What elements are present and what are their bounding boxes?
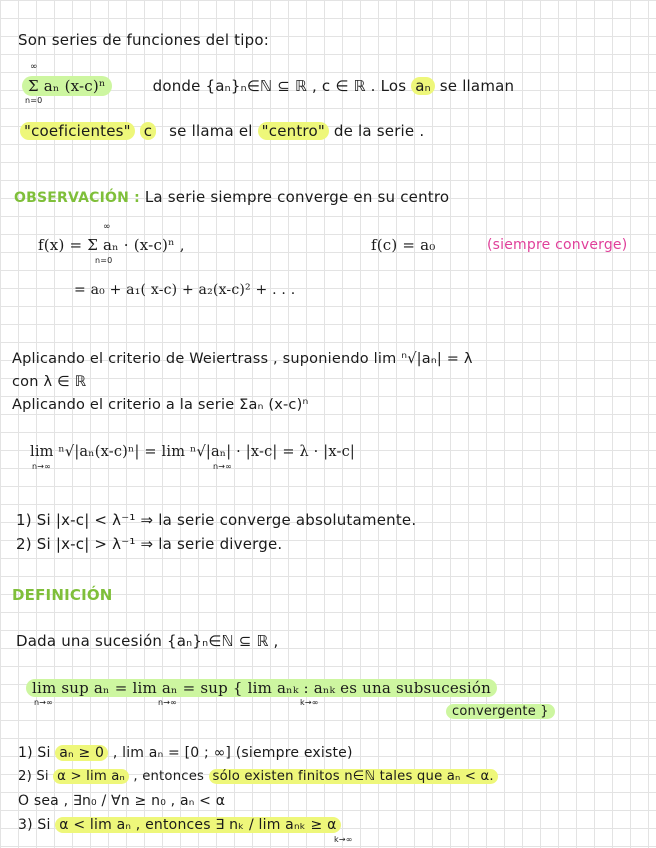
coeficientes-line [20,121,424,141]
observacion-line [14,187,449,208]
f-sum-lower-limit: n=0 [95,256,113,265]
series-definition-line [22,76,514,96]
property-3-prefix: 3) Si [18,817,51,833]
an-highlight: aₙ [411,77,435,95]
series-llaman-text: se llaman [439,77,515,95]
series-formula [22,76,112,96]
observacion-text: La serie siempre converge en su centro [144,188,450,206]
lim-subscript-a: n→∞ [32,462,52,471]
limsup-line-2 [446,702,555,722]
property-2-highlight-b: sólo existen finitos n∈ℕ tales que aₙ < α. [209,769,498,784]
aplicando-criterio-line: Aplicando el criterio a la serie Σaₙ (x-c)ⁿ [12,397,309,413]
property-2 [18,767,498,787]
f-sum-upper-limit: ∞ [103,222,111,232]
limsup-line [26,678,497,698]
sum-lower-limit: n=0 [25,96,43,105]
limsup-definition: lim sup aₙ = lim aₙ = sup { lim aₙₖ : aₙₖ es una subsucesión [26,679,497,697]
root-test-equation: lim ⁿ√|aₙ(x-c)ⁿ| = lim ⁿ√|aₙ| · |x-c| = λ · |x-c| [30,444,356,460]
centro-highlight: "centro" [258,122,329,140]
definicion-heading: DEFINICIÓN [12,586,113,604]
property-1-prefix: 1) Si [18,745,51,761]
definicion-intro: Dada una sucesión {aₙ}ₙ∈ℕ ⊆ ℝ , [16,632,279,650]
property-3-subscript: k→∞ [334,835,353,844]
property-1 [18,743,353,763]
intro-line [18,30,269,50]
f-definition-text: f(x) = Σ aₙ · (x-c)ⁿ , [38,236,185,254]
observacion-heading: OBSERVACIÓN : [14,190,140,206]
convergence-case-2: 2) Si |x-c| > λ⁻¹ ⇒ la serie diverge. [16,535,283,553]
series-donde-text: donde {aₙ}ₙ∈ℕ ⊆ ℝ , c ∈ ℝ . Los [152,77,407,95]
se-llama-text: se llama el [169,122,253,140]
lim-subscript-b: n→∞ [213,462,233,471]
o-sea-line: O sea , ∃n₀ / ∀n ≥ n₀ , aₙ < α [18,793,226,809]
siempre-converge-note: (siempre converge) [487,237,628,253]
property-3-highlight: α < lim aₙ , entonces ∃ nₖ / lim aₙₖ ≥ α [55,817,340,833]
lambda-real-line: con λ ∈ ℝ [12,374,87,390]
limsup-subscript-2: n→∞ [158,698,178,707]
series-formula-text: Σ aₙ (x-c)ⁿ [28,77,106,95]
convergente-highlight: convergente } [446,704,555,719]
weierstrass-line: Aplicando el criterio de Weiertrass , suponiendo lim ⁿ√|aₙ| = λ [12,351,473,367]
property-2-text: , entonces [133,769,205,784]
de-la-serie-text: de la serie . [333,122,425,140]
limsup-subscript-1: n→∞ [34,698,54,707]
property-2-prefix: 2) Si [18,769,49,784]
property-2-highlight-a: α > lim aₙ [53,769,129,784]
c-highlight: c [140,122,156,140]
property-3 [18,815,341,835]
limsup-subscript-3: k→∞ [300,698,319,707]
f-definition [38,235,185,255]
f-at-center: f(c) = a₀ [371,236,436,254]
convergence-case-1: 1) Si |x-c| < λ⁻¹ ⇒ la serie converge absolutamente. [16,511,417,529]
property-1-text: , lim aₙ = [0 ; ∞] (siempre existe) [112,745,353,761]
sum-upper-limit: ∞ [30,62,38,72]
intro-text: Son series de funciones del tipo: [18,31,269,49]
f-expansion: = a₀ + a₁( x-c) + a₂(x-c)² + . . . [74,282,296,298]
property-1-highlight: aₙ ≥ 0 [55,745,108,761]
coeficientes-highlight: "coeficientes" [20,122,135,140]
